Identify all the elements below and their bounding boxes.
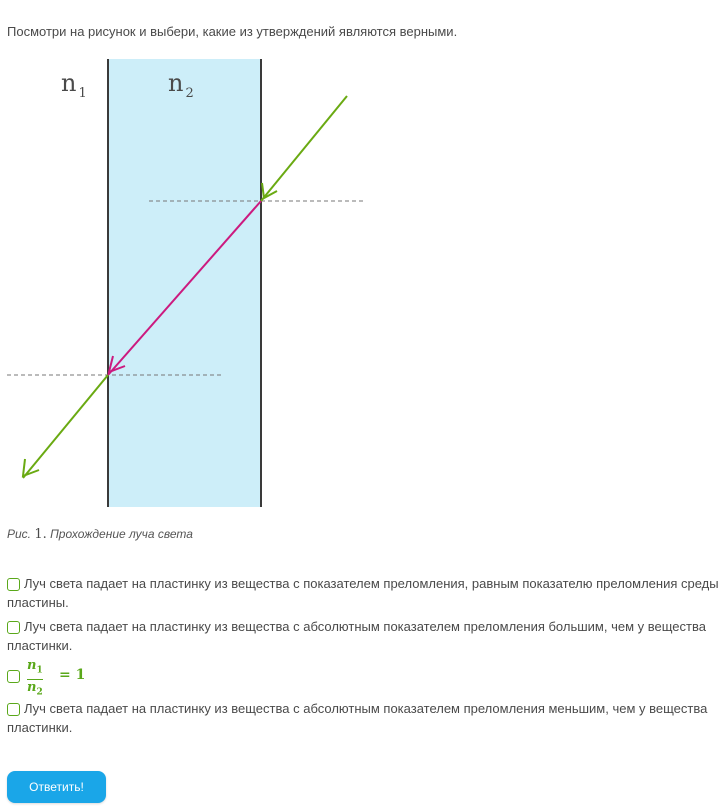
answer-options <box>7 574 719 742</box>
option-2[interactable] <box>7 617 719 655</box>
glass-plate <box>108 59 261 507</box>
option-1-checkbox[interactable] <box>7 578 20 591</box>
n1-label: n $_1$ <box>61 69 87 101</box>
option-4-checkbox[interactable] <box>7 703 20 716</box>
option-3-fraction <box>27 659 43 700</box>
question-text: Посмотри на рисунок и выбери, какие из утверждений являются верными. <box>7 24 458 39</box>
emergent-ray <box>23 375 108 478</box>
submit-button[interactable]: Ответить! <box>7 771 106 803</box>
incident-ray <box>261 96 347 201</box>
caption-text: Прохождение луча света <box>50 527 193 541</box>
fraction-numerator: $n_1$ <box>27 658 43 676</box>
option-3-checkbox[interactable] <box>7 670 20 683</box>
option-4[interactable] <box>7 699 719 737</box>
option-3-equals: = 1 <box>59 667 86 683</box>
option-1-text: Луч света падает на пластинку из вещества с показателем преломления, равным показателю преломления среды пластины. <box>7 576 719 610</box>
option-3[interactable] <box>7 660 719 696</box>
option-2-checkbox[interactable] <box>7 621 20 634</box>
option-2-text: Луч света падает на пластинку из вещества с абсолютным показателем преломления большим, чем у вещества пластинки. <box>7 619 706 653</box>
caption-number: 1. <box>34 527 47 542</box>
figure-caption <box>7 527 193 542</box>
n2-label: n $_2$ <box>168 69 194 101</box>
caption-prefix: Рис. <box>7 527 32 541</box>
option-4-text: Луч света падает на пластинку из вещества с абсолютным показателем преломления меньшим, чем у вещества пластинки. <box>7 701 708 735</box>
fraction-denominator: $n_2$ <box>27 680 43 698</box>
option-1[interactable] <box>7 574 719 612</box>
